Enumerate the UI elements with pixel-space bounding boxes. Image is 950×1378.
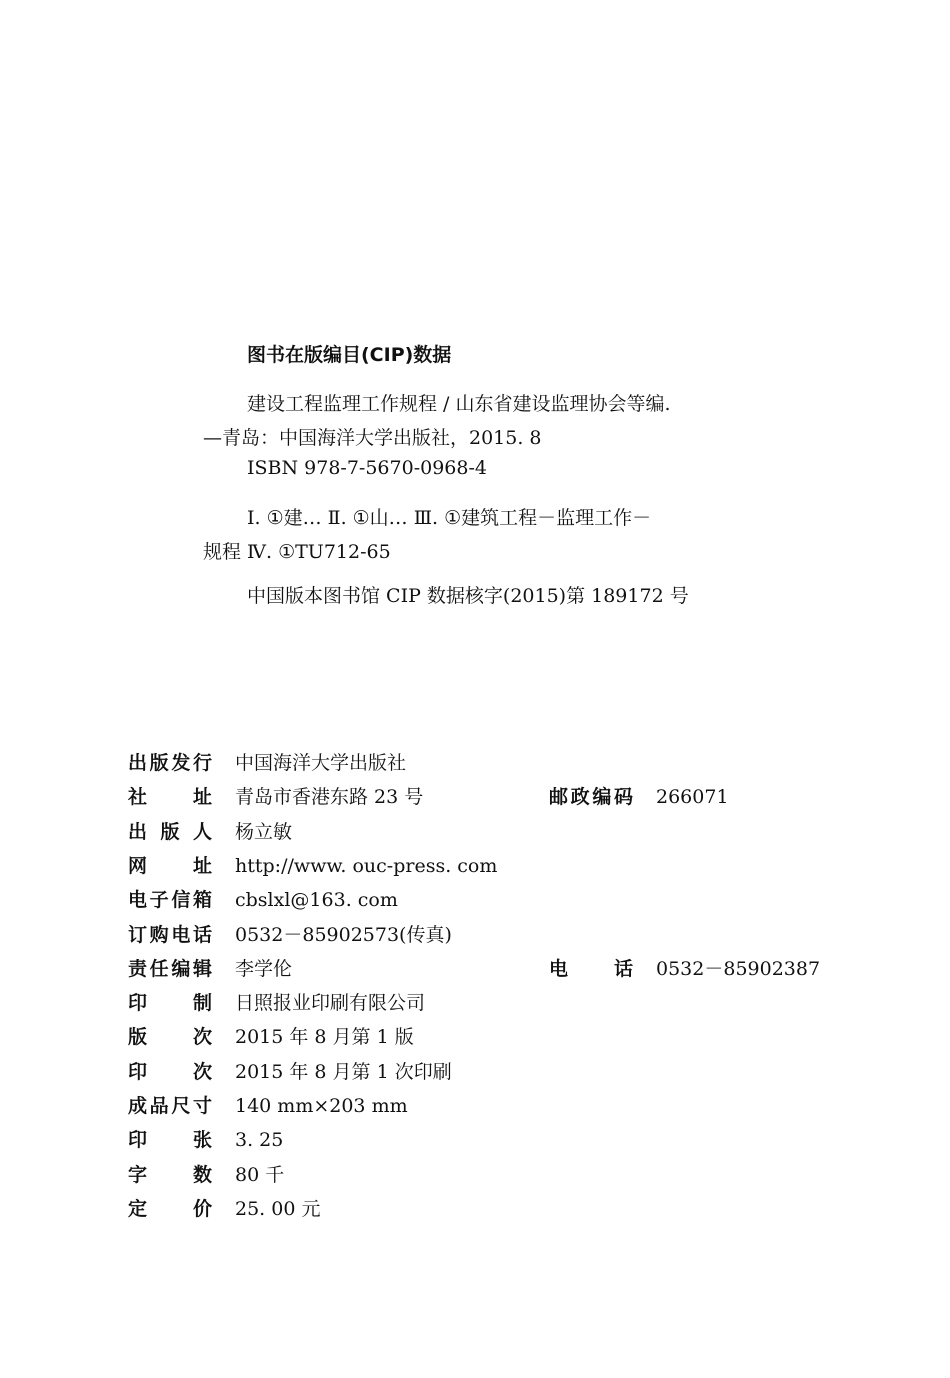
info-value: 2015 年 8 月第 1 版	[235, 1026, 414, 1049]
cip-classification-line1: Ⅰ. ①建… Ⅱ. ①山… Ⅲ. ①建筑工程－监理工作－	[247, 507, 652, 529]
info-label: 出 版 发 行	[128, 752, 212, 774]
info-label-secondary: 电 话	[549, 957, 633, 980]
info-value-secondary: 266071	[656, 786, 729, 809]
info-label-secondary: 邮 政 编 码	[549, 786, 633, 809]
info-label: 订 购 电 话	[128, 923, 212, 946]
cip-title-line: 建设工程监理工作规程 / 山东省建设监理协会等编.	[247, 393, 671, 415]
info-value: 25. 00 元	[235, 1197, 321, 1220]
info-value: 3. 25	[235, 1129, 284, 1152]
info-label: 定 价	[128, 1197, 212, 1220]
cip-heading: 图书在版编目(CIP)数据	[247, 344, 452, 366]
info-value: 杨立敏	[235, 820, 293, 843]
info-label: 网 址	[128, 854, 212, 877]
cip-isbn: ISBN 978-7-5670-0968-4	[247, 457, 487, 479]
info-value: 中国海洋大学出版社	[235, 752, 407, 774]
info-label: 版 次	[128, 1026, 212, 1049]
info-value: 0532－85902573(传真)	[235, 923, 452, 946]
info-value: 140 mm×203 mm	[235, 1095, 408, 1117]
info-label: 电 子 信 箱	[128, 889, 212, 912]
info-label: 印 次	[128, 1060, 212, 1083]
info-value: http://www. ouc-press. com	[235, 854, 498, 877]
info-label: 责 任 编 辑	[128, 957, 212, 980]
info-label: 出 版 人	[128, 820, 212, 843]
info-label: 印 张	[128, 1129, 212, 1152]
info-value: 李学伦	[235, 957, 293, 980]
info-value: cbslxl@163. com	[235, 889, 398, 912]
info-label: 字 数	[128, 1163, 212, 1186]
info-value: 80 千	[235, 1163, 285, 1186]
info-value: 2015 年 8 月第 1 次印刷	[235, 1060, 452, 1083]
cip-record-number: 中国版本图书馆 CIP 数据核字(2015)第 189172 号	[247, 585, 689, 607]
info-label: 成 品 尺 寸	[128, 1095, 212, 1117]
cip-classification-line2: 规程 Ⅳ. ①TU712-65	[203, 541, 391, 563]
info-value: 青岛市香港东路 23 号	[235, 786, 424, 809]
info-label: 社 址	[128, 786, 212, 809]
info-value-secondary: 0532－85902387	[656, 957, 821, 980]
cip-publisher-line: —青岛：中国海洋大学出版社，2015. 8	[203, 427, 542, 449]
info-label: 印 制	[128, 992, 212, 1015]
info-value: 日照报业印刷有限公司	[235, 992, 426, 1015]
